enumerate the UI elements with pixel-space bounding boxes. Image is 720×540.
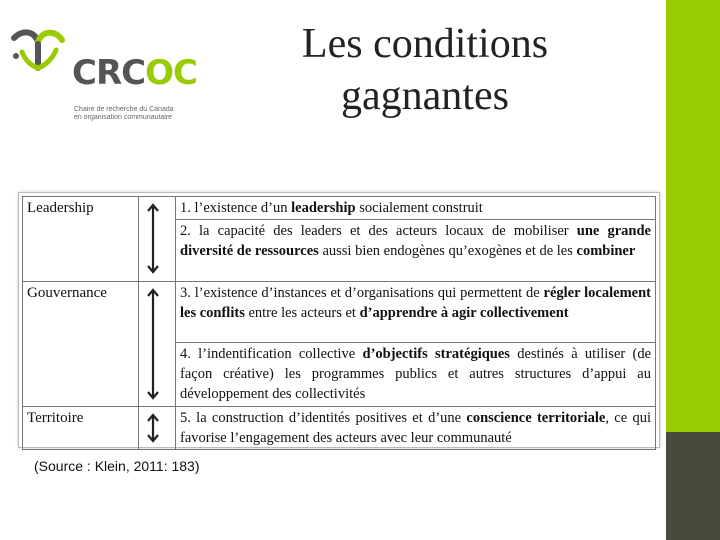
double-arrow-icon bbox=[139, 282, 167, 404]
condition-text: 3. l’existence d’instances et d’organisations qui permettent de régler localement les conflits entre les acteurs et d’apprendre à agir collectivement bbox=[176, 282, 656, 343]
double-arrow-cell bbox=[139, 282, 176, 407]
side-accent-band bbox=[666, 0, 720, 432]
double-arrow-cell bbox=[139, 197, 176, 282]
double-arrow-icon bbox=[139, 407, 167, 447]
table-row bbox=[23, 197, 656, 220]
double-arrow-cell bbox=[139, 407, 176, 450]
category-cell: Gouvernance bbox=[23, 282, 139, 407]
condition-text: 2. la capacité des leaders et des acteurs locaux de mobiliser une grande diversité de ressources aussi bien endogènes qu’exogènes et de les combiner bbox=[176, 220, 656, 282]
condition-text: 4. l’indentification collective d’objectifs stratégiques destinés à utiliser (de façon créative) les programmes publics et autres structures d’appui au développement des collectivités bbox=[176, 343, 656, 407]
side-dark-band bbox=[666, 432, 720, 540]
table-row bbox=[23, 407, 656, 450]
slide-title: Les conditions gagnantes bbox=[301, 21, 549, 119]
source-citation: (Source : Klein, 2011: 183) bbox=[34, 458, 200, 474]
logo-figure-icon bbox=[8, 28, 68, 84]
conditions-table bbox=[22, 196, 656, 450]
condition-text: 1. l’existence d’un leadership socialement construit bbox=[176, 197, 656, 220]
table-row bbox=[23, 282, 656, 343]
crcoc-logo bbox=[8, 28, 198, 121]
double-arrow-icon bbox=[139, 197, 167, 278]
logo-subtitle: Chaire de recherche du Canada en organisation communautaire bbox=[74, 106, 174, 121]
category-cell: Leadership bbox=[23, 197, 139, 282]
condition-text: 5. la construction d’identités positives et d’une conscience territoriale, ce qui favorise l’engagement des acteurs avec leur communauté bbox=[176, 407, 656, 450]
category-cell: Territoire bbox=[23, 407, 139, 450]
logo-wordmark: CRCOC bbox=[72, 53, 197, 93]
conditions-table-image bbox=[18, 192, 660, 448]
